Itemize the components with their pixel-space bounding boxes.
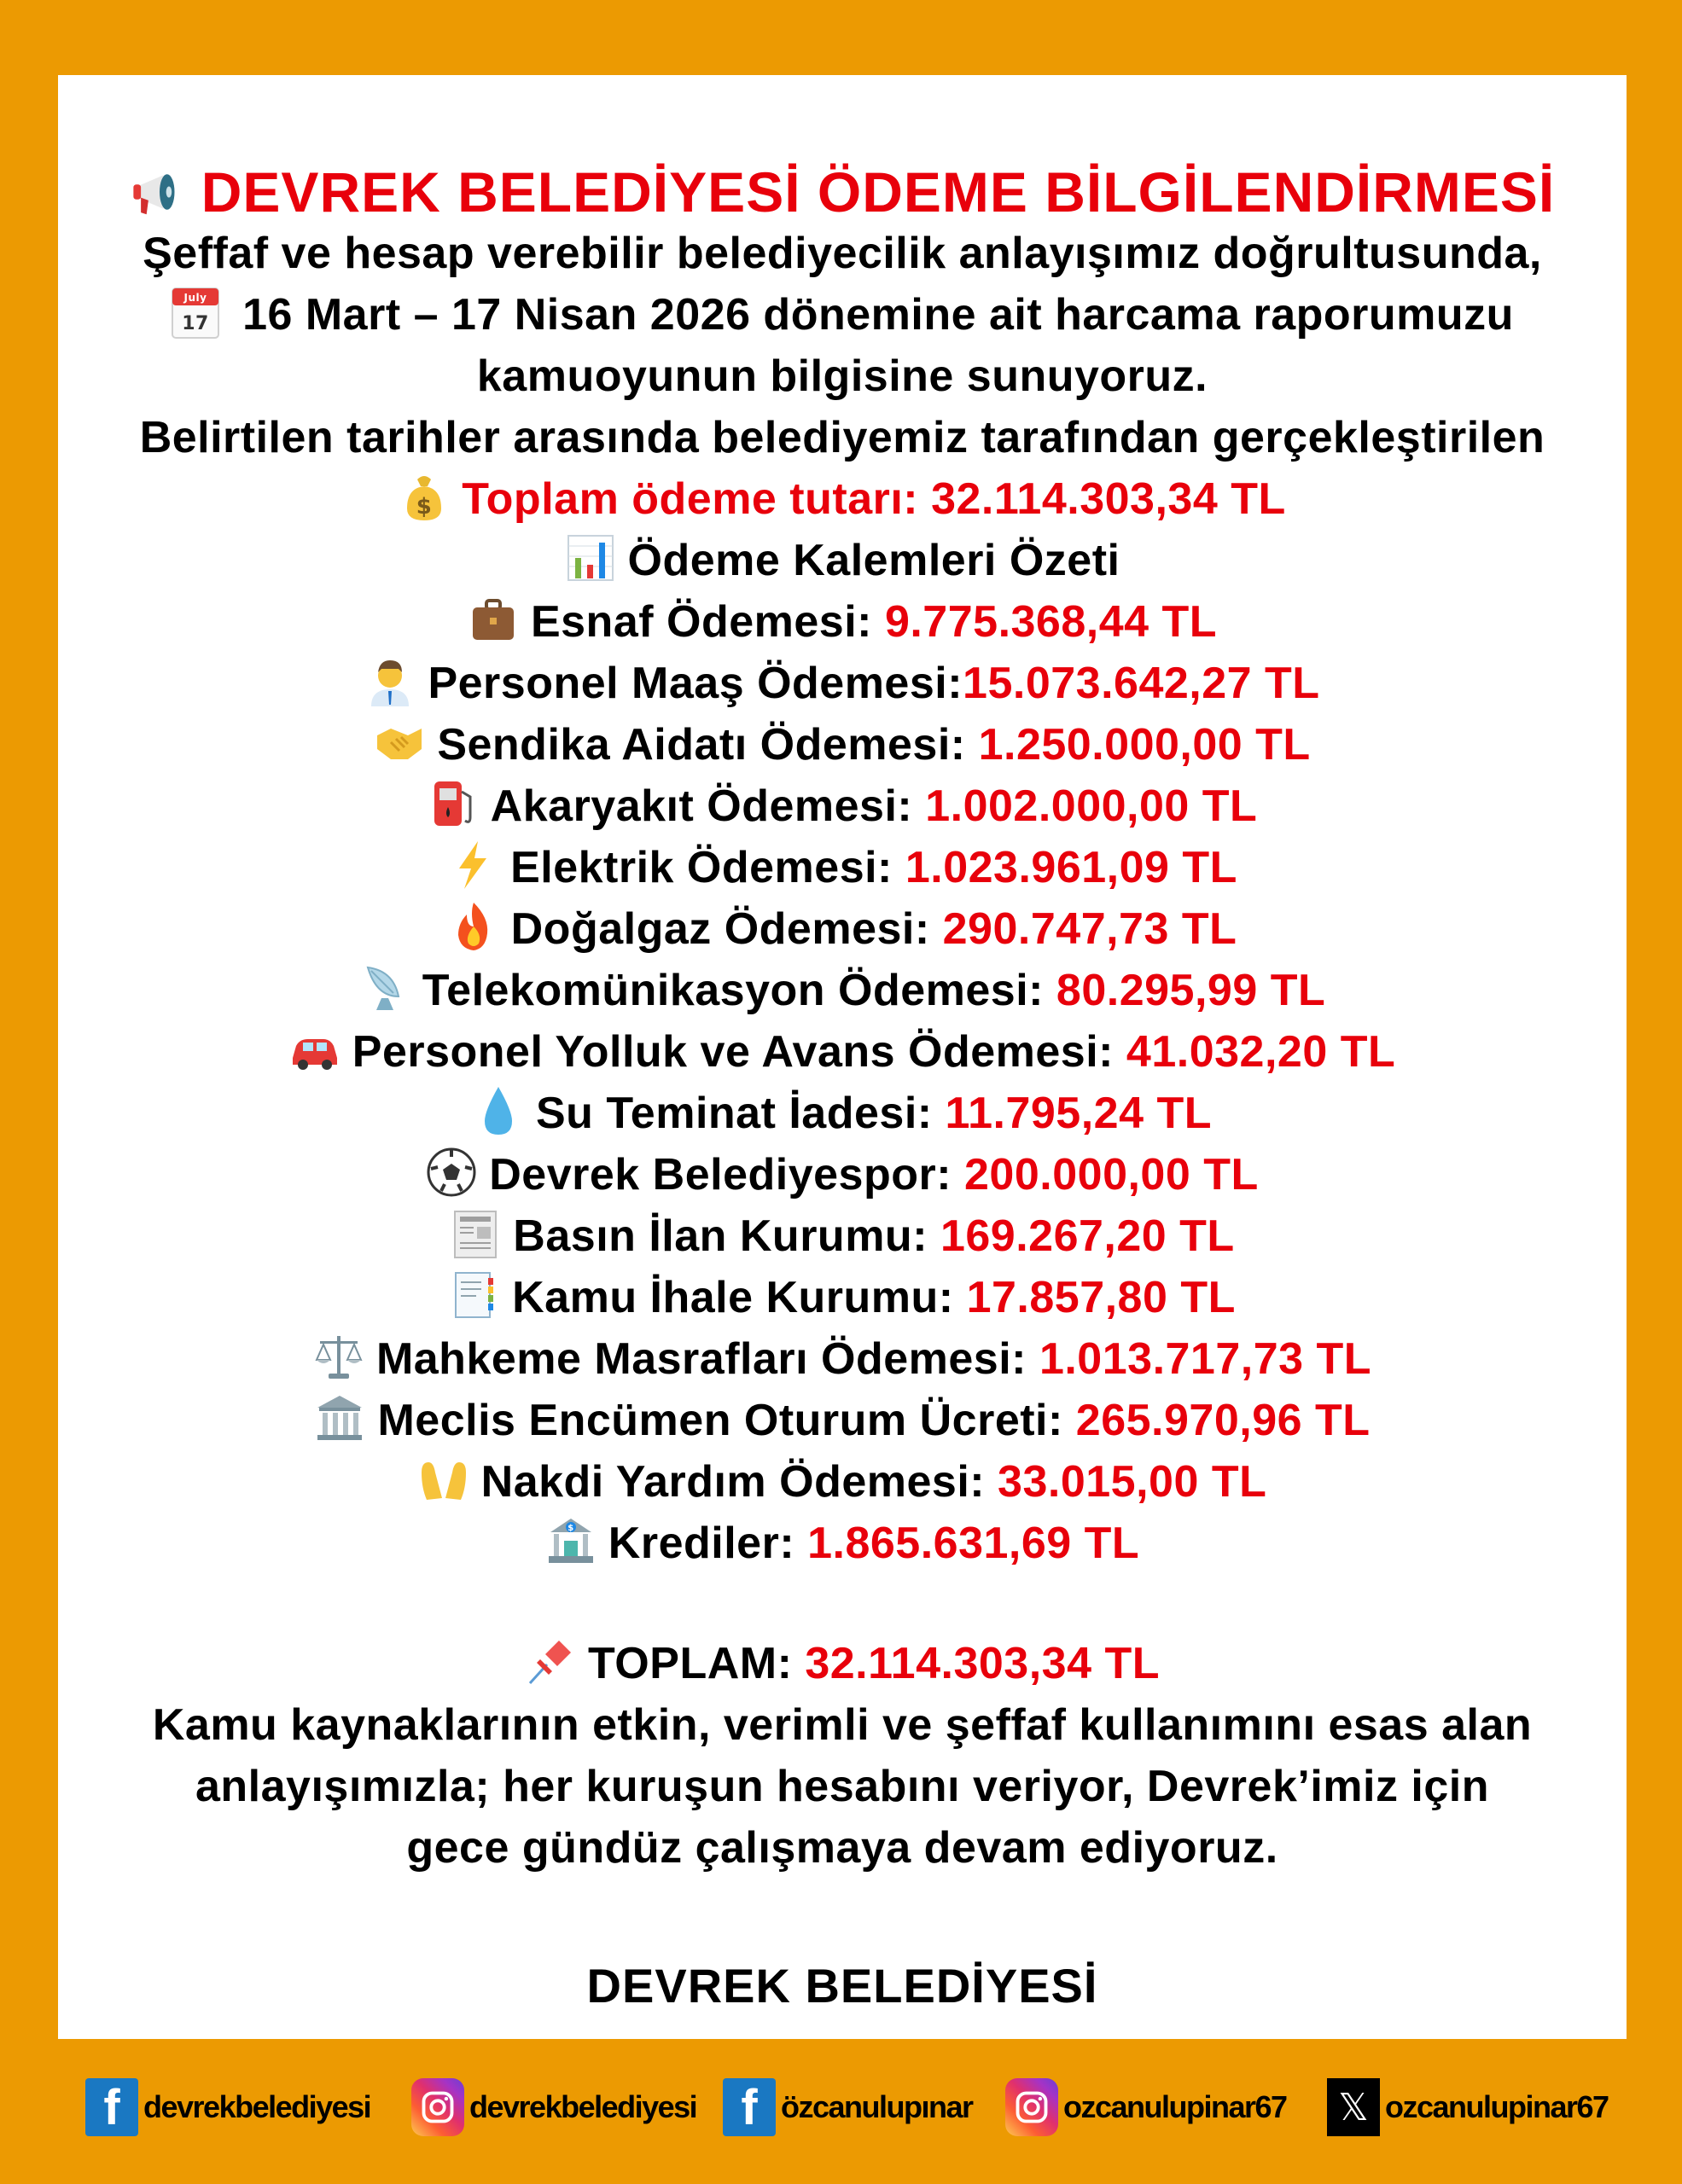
svg-text:$: $ bbox=[567, 1524, 574, 1533]
newspaper-icon bbox=[450, 1208, 501, 1259]
list-item: Doğalgaz Ödemesi: 290.747,73 TL bbox=[58, 898, 1627, 960]
briefcase-icon bbox=[468, 594, 519, 645]
list-item: Elektrik Ödemesi: 1.023.961,09 TL bbox=[58, 837, 1627, 898]
bank-icon bbox=[545, 1515, 597, 1566]
facebook-icon: f bbox=[723, 2078, 776, 2136]
grand-total-label: TOPLAM: bbox=[587, 1639, 793, 1688]
instagram-icon bbox=[411, 2078, 464, 2136]
svg-text:$: $ bbox=[416, 494, 433, 520]
list-item: Basın İlan Kurumu: 169.267,20 TL bbox=[58, 1205, 1627, 1267]
list-item: Su Teminat İadesi: 11.795,24 TL bbox=[58, 1083, 1627, 1144]
total-summary-value: 32.114.303,34 TL bbox=[931, 474, 1286, 524]
instagram-icon bbox=[1005, 2078, 1058, 2136]
palms-up-icon bbox=[418, 1454, 469, 1505]
soccer-ball-icon bbox=[426, 1147, 477, 1198]
classical-building-icon bbox=[314, 1392, 365, 1443]
calendar-icon bbox=[171, 285, 220, 340]
list-item: Mahkeme Masrafları Ödemesi: 1.013.717,73 TL bbox=[58, 1328, 1627, 1390]
signature: DEVREK BELEDİYESİ bbox=[586, 1959, 1098, 2013]
social-link-facebook-devrekbelediyesi[interactable]: f devrekbelediyesi bbox=[85, 2073, 370, 2141]
social-link-facebook-ozcanulupinar[interactable]: f özcanulupınar bbox=[723, 2073, 973, 2141]
total-summary-row bbox=[58, 468, 1627, 530]
document-tabs-icon bbox=[449, 1269, 500, 1321]
social-link-instagram-devrekbelediyesi[interactable]: devrekbelediyesi bbox=[411, 2073, 696, 2141]
intro-line-2: July 17 16 Mart – 17 Nisan 2026 dönemine ait harcama raporumuzu bbox=[58, 284, 1627, 346]
svg-text:17: 17 bbox=[182, 313, 209, 334]
fuel-pump-icon bbox=[428, 778, 479, 829]
page-title-row bbox=[58, 156, 1627, 228]
total-summary-label: Toplam ödeme tutarı: bbox=[462, 474, 919, 524]
pushpin-icon bbox=[525, 1635, 576, 1687]
list-item: Telekomünikasyon Ödemesi: 80.295,99 TL bbox=[58, 960, 1627, 1021]
list-item: Akaryakıt Ödemesi: 1.002.000,00 TL bbox=[58, 775, 1627, 837]
bar-chart-icon bbox=[565, 532, 616, 584]
intro-line-1: Şeffaf ve hesap verebilir belediyecilik anlayışımız doğrultusunda, bbox=[143, 229, 1542, 278]
social-link-x-ozcanulupinar67[interactable]: 𝕏 ozcanulupinar67 bbox=[1327, 2073, 1609, 2141]
grand-total-value: 32.114.303,34 TL bbox=[805, 1639, 1160, 1688]
water-drop-icon bbox=[473, 1085, 524, 1136]
office-worker-icon bbox=[364, 655, 416, 706]
satellite-dish-icon bbox=[359, 962, 410, 1014]
closing-line-3: gece gündüz çalışmaya devam ediyoruz. bbox=[406, 1823, 1278, 1873]
intro-line-3: kamuoyunun bilgisine sunuyoruz. bbox=[476, 351, 1208, 401]
list-item: Esnaf Ödemesi: 9.775.368,44 TL bbox=[58, 591, 1627, 653]
page-title: DEVREK BELEDİYESİ ÖDEME BİLGİLENDİRMESİ bbox=[201, 160, 1556, 224]
list-item: Kamu İhale Kurumu: 17.857,80 TL bbox=[58, 1267, 1627, 1328]
x-icon: 𝕏 bbox=[1327, 2078, 1380, 2136]
social-footer bbox=[0, 2073, 1682, 2141]
list-item: Personel Yolluk ve Avans Ödemesi: 41.032,20 TL bbox=[58, 1021, 1627, 1083]
megaphone-icon bbox=[130, 162, 189, 222]
scales-icon bbox=[313, 1331, 364, 1382]
car-icon bbox=[289, 1024, 340, 1075]
list-item: Sendika Aidatı Ödemesi: 1.250.000,00 TL bbox=[58, 714, 1627, 775]
announcement-panel bbox=[58, 75, 1627, 2039]
list-item: Nakdi Yardım Ödemesi: 33.015,00 TL bbox=[58, 1451, 1627, 1513]
section-title: Ödeme Kalemleri Özeti bbox=[627, 536, 1120, 585]
list-item: Meclis Encümen Oturum Ücreti: 265.970,96 TL bbox=[58, 1390, 1627, 1451]
facebook-icon: f bbox=[85, 2078, 138, 2136]
closing-line-1: Kamu kaynaklarının etkin, verimli ve şeffaf kullanımını esas alan bbox=[152, 1700, 1533, 1750]
list-item: Personel Maaş Ödemesi:15.073.642,27 TL bbox=[58, 653, 1627, 714]
list-item: Devrek Belediyespor: 200.000,00 TL bbox=[58, 1144, 1627, 1205]
handshake-icon bbox=[374, 717, 425, 768]
closing-line-2: anlayışımızla; her kuruşun hesabını veriyor, Devrek’imiz için bbox=[195, 1762, 1489, 1811]
money-bag-icon bbox=[399, 471, 450, 522]
social-link-instagram-ozcanulupinar67[interactable]: ozcanulupinar67 bbox=[1005, 2073, 1287, 2141]
list-item: $ Krediler: 1.865.631,69 TL bbox=[58, 1513, 1627, 1574]
svg-text:July: July bbox=[183, 292, 207, 304]
fire-icon bbox=[448, 901, 499, 952]
section-title-row bbox=[58, 530, 1627, 591]
intro-line-4: Belirtilen tarihler arasında belediyemiz tarafından gerçekleştirilen bbox=[139, 413, 1545, 462]
lightning-icon bbox=[447, 839, 498, 891]
grand-total-row bbox=[58, 1633, 1627, 1694]
